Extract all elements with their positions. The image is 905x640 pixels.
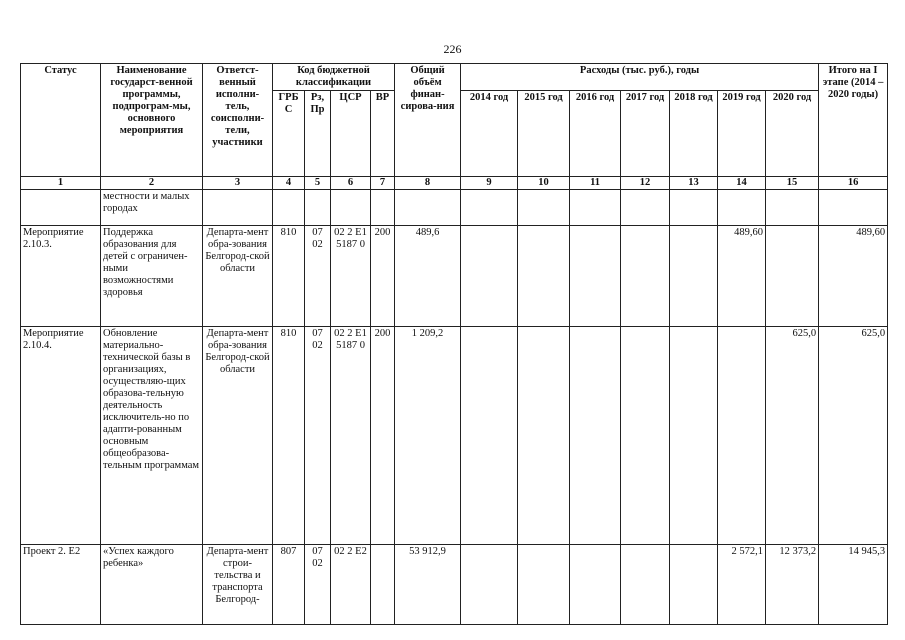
- cell-year: [670, 327, 718, 545]
- cell-name: Поддержка образования для детей с ограничен-ными возможностями здоровья: [101, 226, 203, 327]
- cell-grbs: 810: [273, 226, 305, 327]
- cell-year: [570, 545, 621, 625]
- header-year: 2014 год: [461, 91, 518, 177]
- cell-year: [766, 226, 819, 327]
- cell-vr: [371, 545, 395, 625]
- cell-year: [518, 226, 570, 327]
- header-vr: ВР: [371, 91, 395, 177]
- column-number: 7: [371, 177, 395, 190]
- cell-status: Проект 2. Е2: [21, 545, 101, 625]
- cell-executor: Департа-мент обра-зования Белгород-ской области: [203, 327, 273, 545]
- cell-stage-total: [819, 190, 888, 226]
- cell-year: [670, 545, 718, 625]
- cell-year: [621, 327, 670, 545]
- cell-year: [461, 327, 518, 545]
- cell-year: 625,0: [766, 327, 819, 545]
- header-budget-code: Код бюджетной классификации: [273, 64, 395, 91]
- table-row: [21, 327, 888, 545]
- cell-year: [518, 545, 570, 625]
- cell-year: [718, 190, 766, 226]
- cell-csr: 02 2 E2: [331, 545, 371, 625]
- cell-status: [21, 190, 101, 226]
- table-row: [21, 226, 888, 327]
- cell-vr: [371, 190, 395, 226]
- header-name: Наименование государст-венной программы, подпрограм-мы, основного мероприятия: [101, 64, 203, 177]
- budget-table: [20, 63, 888, 625]
- page-number: 226: [443, 42, 462, 56]
- column-number: 10: [518, 177, 570, 190]
- cell-rzpr: 07 02: [305, 226, 331, 327]
- column-number: 11: [570, 177, 621, 190]
- cell-rzpr: 07 02: [305, 545, 331, 625]
- cell-total: 53 912,9: [395, 545, 461, 625]
- column-number: 14: [718, 177, 766, 190]
- cell-vr: 200: [371, 327, 395, 545]
- cell-name: Обновление материально-технической базы в организациях, осуществляю-щих образова-тельную деятельность исключитель-но по адапти-рованным основным общеобразова-тельным программам: [101, 327, 203, 545]
- cell-executor: Департа-мент строи-тельства и транспорта Белгород-: [203, 545, 273, 625]
- header-expenses: Расходы (тыс. руб.), годы: [461, 64, 819, 91]
- cell-status: Мероприятие 2.10.4.: [21, 327, 101, 545]
- header-executor: Ответст-венный исполни-тель, соисполни-тели, участники: [203, 64, 273, 177]
- table-row: [21, 190, 888, 226]
- cell-year: [670, 190, 718, 226]
- cell-stage-total: 489,60: [819, 226, 888, 327]
- cell-stage-total: 625,0: [819, 327, 888, 545]
- column-number: 16: [819, 177, 888, 190]
- cell-year: [570, 190, 621, 226]
- column-number: 9: [461, 177, 518, 190]
- column-number: 1: [21, 177, 101, 190]
- header-year: 2018 год: [670, 91, 718, 177]
- column-number-row: [21, 177, 888, 190]
- cell-total: 489,6: [395, 226, 461, 327]
- cell-year: 12 373,2: [766, 545, 819, 625]
- header-stage-total: Итого на I этапе (2014 – 2020 годы): [819, 64, 888, 177]
- cell-year: 489,60: [718, 226, 766, 327]
- header-year: 2017 год: [621, 91, 670, 177]
- cell-csr: 02 2 E1 5187 0: [331, 327, 371, 545]
- header-status: Статус: [21, 64, 101, 177]
- cell-year: [461, 226, 518, 327]
- header-year: 2016 год: [570, 91, 621, 177]
- cell-grbs: 807: [273, 545, 305, 625]
- column-number: 4: [273, 177, 305, 190]
- cell-year: [621, 226, 670, 327]
- header-rzpr: Рз, Пр: [305, 91, 331, 177]
- cell-executor: [203, 190, 273, 226]
- cell-year: [621, 190, 670, 226]
- column-number: 2: [101, 177, 203, 190]
- header-year: 2015 год: [518, 91, 570, 177]
- cell-year: [670, 226, 718, 327]
- header-year: 2020 год: [766, 91, 819, 177]
- cell-grbs: [273, 190, 305, 226]
- cell-year: [766, 190, 819, 226]
- cell-executor: Департа-мент обра-зования Белгород-ской области: [203, 226, 273, 327]
- cell-csr: [331, 190, 371, 226]
- column-number: 5: [305, 177, 331, 190]
- cell-year: [718, 327, 766, 545]
- cell-name: «Успех каждого ребенка»: [101, 545, 203, 625]
- column-number: 6: [331, 177, 371, 190]
- header-total-volume: Общий объём финан-сирова-ния: [395, 64, 461, 177]
- table-row: [21, 545, 888, 625]
- cell-csr: 02 2 E1 5187 0: [331, 226, 371, 327]
- column-number: 13: [670, 177, 718, 190]
- header-year: 2019 год: [718, 91, 766, 177]
- cell-year: [570, 226, 621, 327]
- cell-year: [518, 190, 570, 226]
- cell-total: [395, 190, 461, 226]
- header-csr: ЦСР: [331, 91, 371, 177]
- cell-year: 2 572,1: [718, 545, 766, 625]
- cell-year: [621, 545, 670, 625]
- cell-vr: 200: [371, 226, 395, 327]
- column-number: 3: [203, 177, 273, 190]
- cell-year: [461, 545, 518, 625]
- cell-year: [518, 327, 570, 545]
- column-number: 12: [621, 177, 670, 190]
- cell-grbs: 810: [273, 327, 305, 545]
- cell-rzpr: [305, 190, 331, 226]
- cell-total: 1 209,2: [395, 327, 461, 545]
- cell-rzpr: 07 02: [305, 327, 331, 545]
- cell-status: Мероприятие 2.10.3.: [21, 226, 101, 327]
- column-number: 15: [766, 177, 819, 190]
- cell-name: местности и малых городах: [101, 190, 203, 226]
- cell-year: [461, 190, 518, 226]
- cell-stage-total: 14 945,3: [819, 545, 888, 625]
- column-number: 8: [395, 177, 461, 190]
- header-grbs: ГРБ С: [273, 91, 305, 177]
- cell-year: [570, 327, 621, 545]
